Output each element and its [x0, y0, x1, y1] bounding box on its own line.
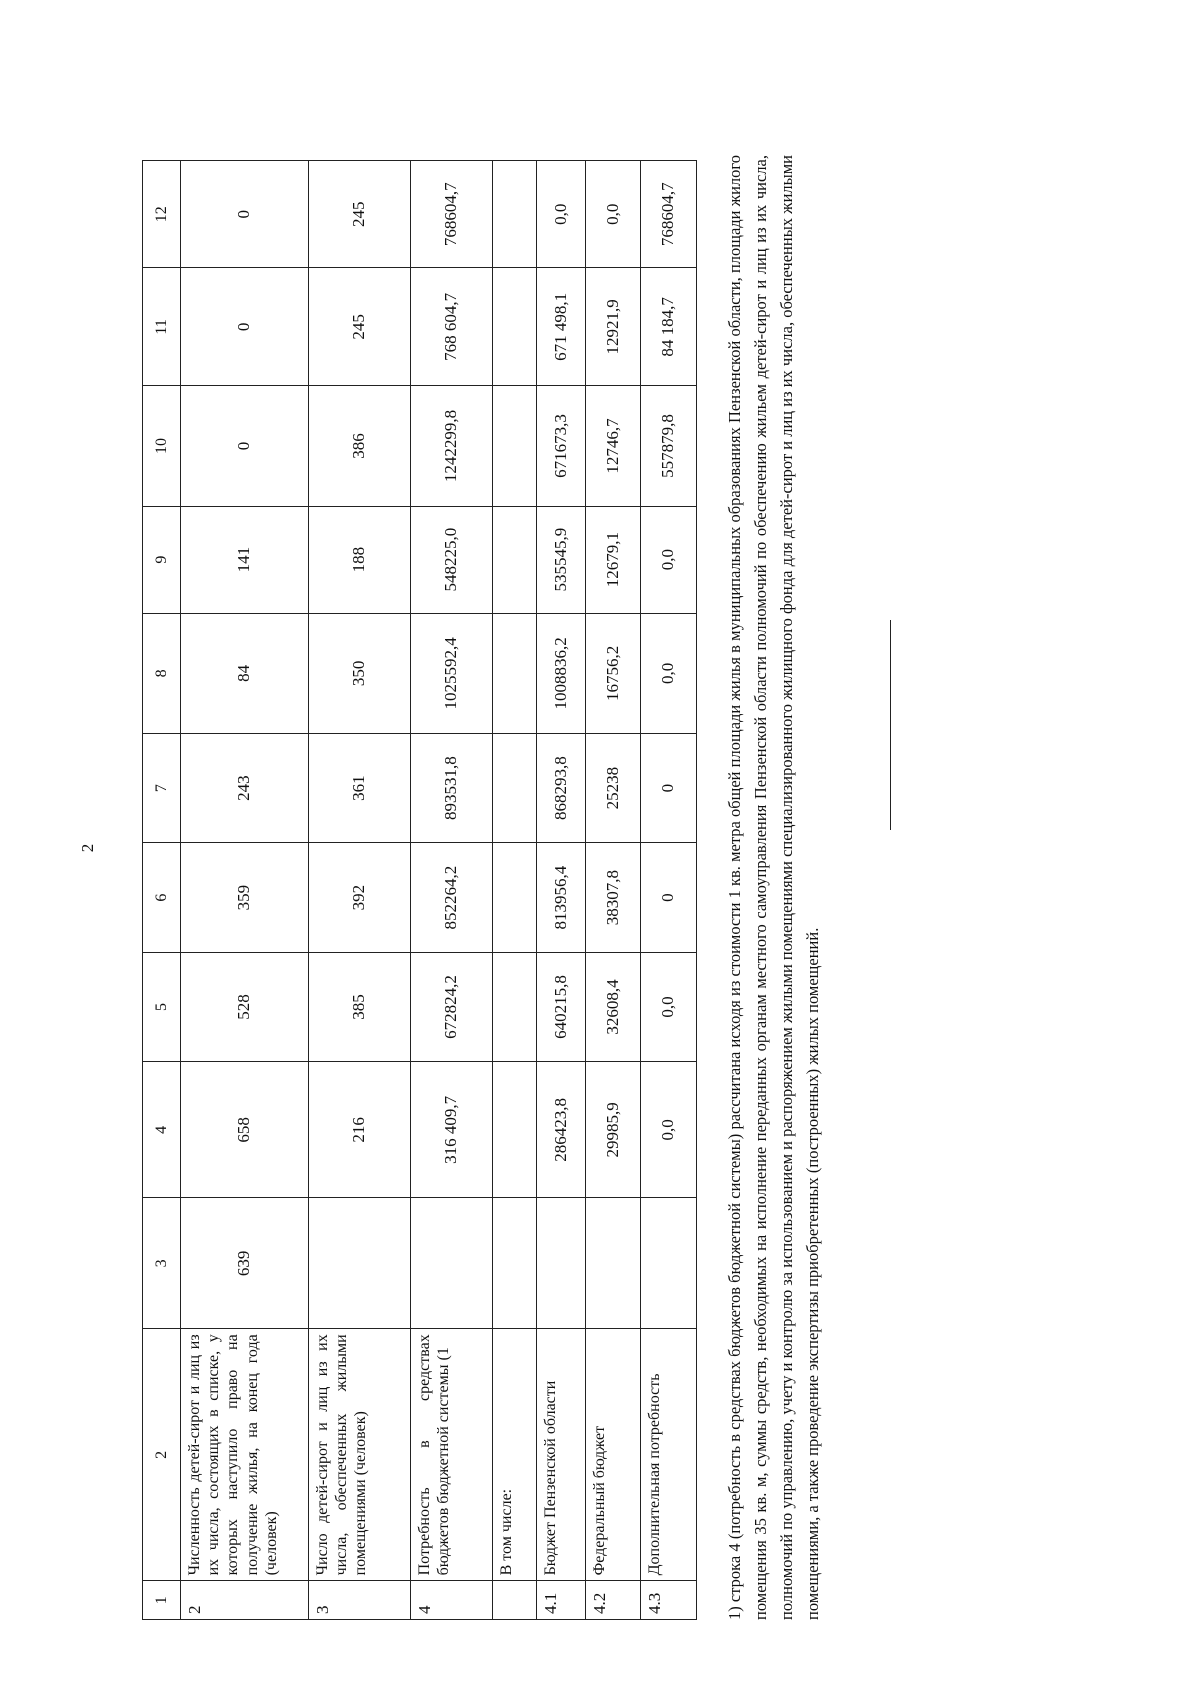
table-row: [536, 161, 586, 1620]
table-cell: [493, 161, 536, 268]
column-header: 8: [143, 613, 181, 733]
table-cell: 640215,8: [536, 952, 586, 1061]
table-cell: 12921,9: [586, 268, 640, 386]
column-header: 11: [143, 268, 181, 386]
table-cell: 0,0: [586, 161, 640, 268]
column-header: 2: [143, 1329, 181, 1581]
table-cell: 243: [180, 733, 308, 842]
column-header: 4: [143, 1062, 181, 1198]
table-cell: 84 184,7: [640, 268, 696, 386]
table-cell: 0,0: [640, 613, 696, 733]
table-body: [143, 161, 697, 1620]
table-cell: 671673,3: [536, 386, 586, 506]
table-cell: 0: [180, 386, 308, 506]
table-cell: [493, 613, 536, 733]
table-cell: 245: [308, 161, 410, 268]
table-cell: 0: [180, 161, 308, 268]
table-cell: 768604,7: [410, 161, 492, 268]
table-cell: [493, 843, 536, 952]
table-cell: 639: [180, 1198, 308, 1329]
table-cell: 216: [308, 1062, 410, 1198]
column-header: 12: [143, 161, 181, 268]
table-cell: 1025592,4: [410, 613, 492, 733]
table-cell: 0,0: [640, 952, 696, 1061]
row-label: Численность детей-сирот и лиц из их числа, состоящих в списке, у которых наступило право на получение жилья, на конец года (человек): [180, 1329, 308, 1581]
row-number: 4.3: [640, 1581, 696, 1620]
row-number: 3: [308, 1581, 410, 1620]
table-cell: 188: [308, 506, 410, 613]
table-cell: 359: [180, 843, 308, 952]
footnote: 1) строка 4 (потребность в средствах бюджетов бюджетной системы) рассчитана исходя из стоимости 1 кв. метра общей площади жилья в муниципальных образованиях Пензенской области, площади жилого помещения 35 кв. м, суммы средств, необходимых на исполнение переданных органам местного самоуправления Пензенской области полномочий по обеспечению жильем детей-сирот и лиц из их числа, полномочий по управлению, учету и контролю за использованием и распоряжением жилыми помещениями специализированного жилищного фонда для детей-сирот и лиц из их числа, обеспеченных жилыми помещениями, а также проведение экспертизы приобретенных (построенных) жилых помещений.: [725, 155, 822, 1620]
column-header: 10: [143, 386, 181, 506]
table-cell: [493, 1198, 536, 1329]
table-row: [493, 161, 536, 1620]
table-cell: 286423,8: [536, 1062, 586, 1198]
table-cell: [308, 1198, 410, 1329]
table-cell: [410, 1198, 492, 1329]
table-cell: [493, 268, 536, 386]
data-table: [142, 160, 697, 1620]
table-cell: 392: [308, 843, 410, 952]
row-label: Бюджет Пензенской области: [536, 1329, 586, 1581]
row-number: 4: [410, 1581, 492, 1620]
table-row: [180, 161, 308, 1620]
row-number: [493, 1581, 536, 1620]
column-header: 5: [143, 952, 181, 1061]
table-cell: 557879,8: [640, 386, 696, 506]
table-cell: 386: [308, 386, 410, 506]
table-cell: 852264,2: [410, 843, 492, 952]
table-cell: 0,0: [640, 506, 696, 613]
table-row: [640, 161, 696, 1620]
table-cell: 658: [180, 1062, 308, 1198]
table-cell: [640, 1198, 696, 1329]
table-row: [308, 161, 410, 1620]
table-cell: 25238: [586, 733, 640, 842]
table-cell: 84: [180, 613, 308, 733]
page-number: 2: [78, 843, 97, 853]
table-cell: 38307,8: [586, 843, 640, 952]
table-cell: [586, 1198, 640, 1329]
table-cell: 0,0: [640, 1062, 696, 1198]
table-cell: 535545,9: [536, 506, 586, 613]
table-cell: 0: [640, 733, 696, 842]
row-number: 4.1: [536, 1581, 586, 1620]
table-cell: 32608,4: [586, 952, 640, 1061]
table-cell: 893531,8: [410, 733, 492, 842]
row-label: Федеральный бюджет: [586, 1329, 640, 1581]
table-cell: 0: [640, 843, 696, 952]
table-cell: 12746,7: [586, 386, 640, 506]
table-cell: 361: [308, 733, 410, 842]
table-cell: 16756,2: [586, 613, 640, 733]
row-number: 2: [180, 1581, 308, 1620]
rotated-page-content: [10, 90, 1190, 1620]
table-row: [410, 161, 492, 1620]
column-header: 7: [143, 733, 181, 842]
row-label: Число детей-сирот и лиц из их числа, обеспеченных жилыми помещениями (человек): [308, 1329, 410, 1581]
table-row: [586, 161, 640, 1620]
table-cell: 813956,4: [536, 843, 586, 952]
column-header: 9: [143, 506, 181, 613]
table-cell: 768604,7: [640, 161, 696, 268]
column-header: 1: [143, 1581, 181, 1620]
table-cell: [493, 506, 536, 613]
table-cell: [536, 1198, 586, 1329]
table-cell: [493, 1062, 536, 1198]
row-label: В том числе:: [493, 1329, 536, 1581]
row-label: Дополнительная потребность: [640, 1329, 696, 1581]
table-cell: [493, 733, 536, 842]
table-cell: 548225,0: [410, 506, 492, 613]
column-header: 6: [143, 843, 181, 952]
table-cell: 528: [180, 952, 308, 1061]
table-cell: 0: [180, 268, 308, 386]
row-label: Потребность в средствах бюджетов бюджетной системы (1: [410, 1329, 492, 1581]
table-cell: [493, 386, 536, 506]
table-cell: 868293,8: [536, 733, 586, 842]
table-cell: 1242299,8: [410, 386, 492, 506]
row-number: 4.2: [586, 1581, 640, 1620]
table-cell: 1008836,2: [536, 613, 586, 733]
separator-line: [890, 620, 891, 830]
table-cell: 671 498,1: [536, 268, 586, 386]
table-cell: 316 409,7: [410, 1062, 492, 1198]
table-cell: 29985,9: [586, 1062, 640, 1198]
table-cell: 141: [180, 506, 308, 613]
column-header: 3: [143, 1198, 181, 1329]
table-cell: [493, 952, 536, 1061]
table-cell: 385: [308, 952, 410, 1061]
table-cell: 672824,2: [410, 952, 492, 1061]
table-cell: 12679,1: [586, 506, 640, 613]
table-cell: 768 604,7: [410, 268, 492, 386]
table-header-row: [143, 161, 181, 1620]
table-cell: 245: [308, 268, 410, 386]
table-cell: 0,0: [536, 161, 586, 268]
table-cell: 350: [308, 613, 410, 733]
